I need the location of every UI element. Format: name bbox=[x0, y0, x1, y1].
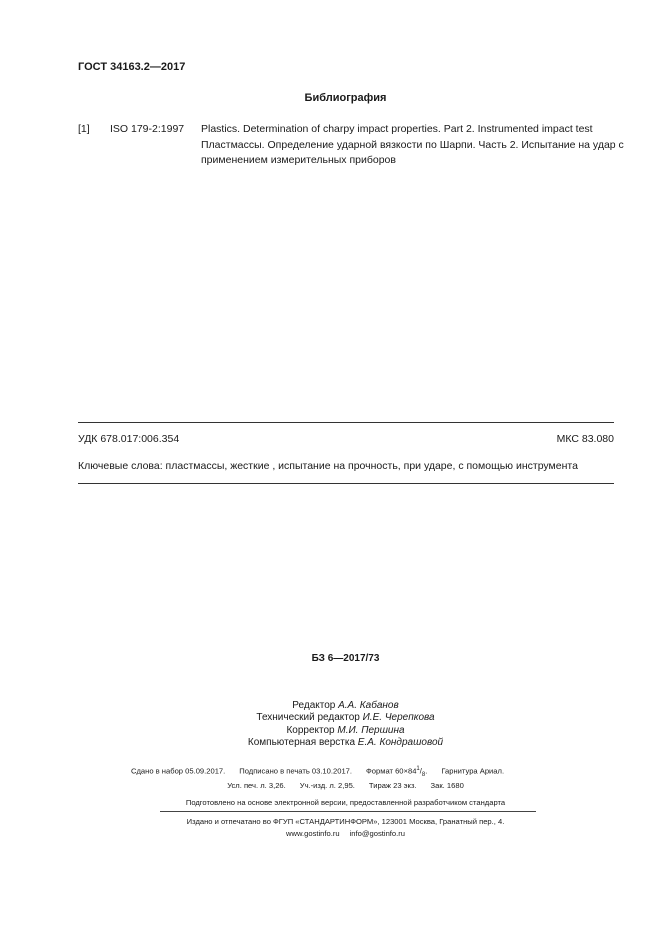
credit-corrector: Корректор М.И. Першина bbox=[286, 724, 405, 736]
udk-code: УДК 678.017:006.354 bbox=[78, 433, 180, 445]
credit-tech-editor: Технический редактор И.Е. Черепкова bbox=[256, 712, 435, 724]
standard-header: ГОСТ 34163.2—2017 bbox=[78, 61, 186, 73]
reference-title-ru-line1: Пластмассы. Определение ударной вязкости по Шарпи. Часть 2. Испытание на удар с bbox=[201, 139, 624, 151]
publisher-email[interactable]: info@gostinfo.ru bbox=[349, 829, 406, 838]
reference-number: [1] bbox=[78, 123, 90, 135]
divider-bottom bbox=[78, 483, 614, 484]
publication-line-2: Усл. печ. л. 3,26. Уч.-изд. л. 2,95. Тираж 23 экз. Зак. 1680 bbox=[227, 781, 464, 790]
credit-layout: Компьютерная верстка Е.А. Кондрашовой bbox=[247, 736, 444, 748]
publication-line-1: Сдано в набор 05.09.2017. Подписано в печать 03.10.2017. Формат $60\times 84^1/_8$. Гарнитура Ариал. bbox=[131, 766, 505, 779]
reference-title-ru-line2: применением измерительных приборов bbox=[201, 154, 396, 166]
keywords: Ключевые слова: пластмассы, жесткие , испытание на прочность, при ударе, с помощью инструмента bbox=[78, 460, 578, 472]
publisher-contacts bbox=[0, 829, 661, 838]
bz-number: БЗ 6—2017/73 bbox=[311, 653, 380, 664]
publisher-website[interactable]: www.gostinfo.ru bbox=[285, 829, 340, 838]
credit-editor: Редактор А.А. Кабанов bbox=[292, 700, 399, 711]
mks-code: МКС 83.080 bbox=[556, 433, 614, 445]
credits-block bbox=[0, 700, 661, 749]
reference-title-en: Plastics. Determination of charpy impact properties. Part 2. Instrumented impact test bbox=[201, 123, 593, 135]
publisher-address: Издано и отпечатано во ФГУП «СТАНДАРТИНФОРМ», 123001 Москва, Гранатный пер., 4. bbox=[186, 817, 505, 826]
publisher-divider bbox=[160, 811, 536, 812]
reference-code: ISO 179-2:1997 bbox=[110, 123, 185, 135]
divider-top bbox=[78, 422, 614, 423]
bibliography-title: Библиография bbox=[304, 92, 387, 104]
prepared-note: Подготовлено на основе электронной версии, предоставленной разработчиком стандарта bbox=[185, 798, 506, 807]
